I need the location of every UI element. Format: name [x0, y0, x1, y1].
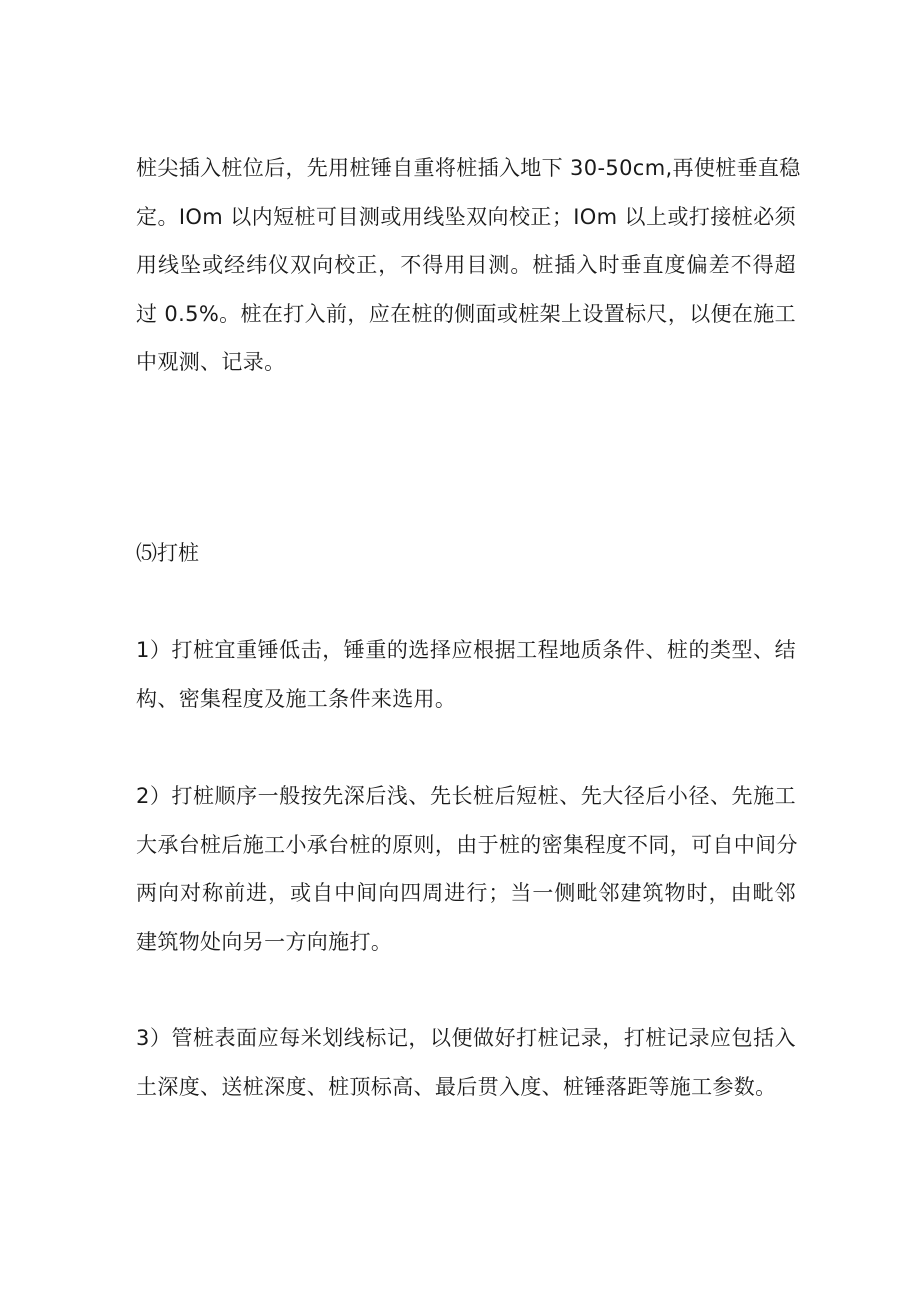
text-line: 中观测、记录。: [136, 350, 286, 375]
text-line: 3）管桩表面应每米划线标记，以便做好打桩记录，打桩记录应包括入: [136, 1026, 796, 1050]
list-item-2: [136, 772, 796, 966]
text-line: 过 0.5%。桩在打入前，应在桩的侧面或桩架上设置标尺，以便在施工: [136, 301, 796, 326]
text-line: 构、密集程度及施工条件来选用。: [136, 686, 457, 711]
paragraph-pile-insertion: [136, 144, 801, 387]
list-item-3: [136, 1014, 796, 1111]
text-line: 土深度、送桩深度、桩顶标高、最后贯入度、桩锤落距等施工参数。: [136, 1074, 777, 1099]
text-line: 2）打桩顺序一般按先深后浅、先长桩后短桩、先大径后小径、先施工: [136, 784, 796, 808]
text-line: 建筑物处向另一方向施打。: [136, 929, 393, 954]
text-line: 用线坠或经纬仪双向校正，不得用目测。桩插入时垂直度偏差不得超: [136, 253, 796, 278]
section-heading: ⑸打桩: [136, 541, 199, 565]
list-item-1: [136, 626, 796, 723]
text-line: 大承台桩后施工小承台桩的原则，由于桩的密集程度不同，可自中间分: [136, 832, 798, 857]
text-line: 1）打桩宜重锤低击，锤重的选择应根据工程地质条件、桩的类型、结: [136, 638, 796, 662]
text-line: 桩尖插入桩位后，先用桩锤自重将桩插入地下 30-50cm,再使桩垂直稳: [136, 156, 801, 180]
text-line: 定。IOm 以内短桩可目测或用线坠双向校正；IOm 以上或打接桩必须: [136, 204, 796, 229]
text-line: 两向对称前进，或自中间向四周进行；当一侧毗邻建筑物时，由毗邻: [136, 881, 796, 906]
